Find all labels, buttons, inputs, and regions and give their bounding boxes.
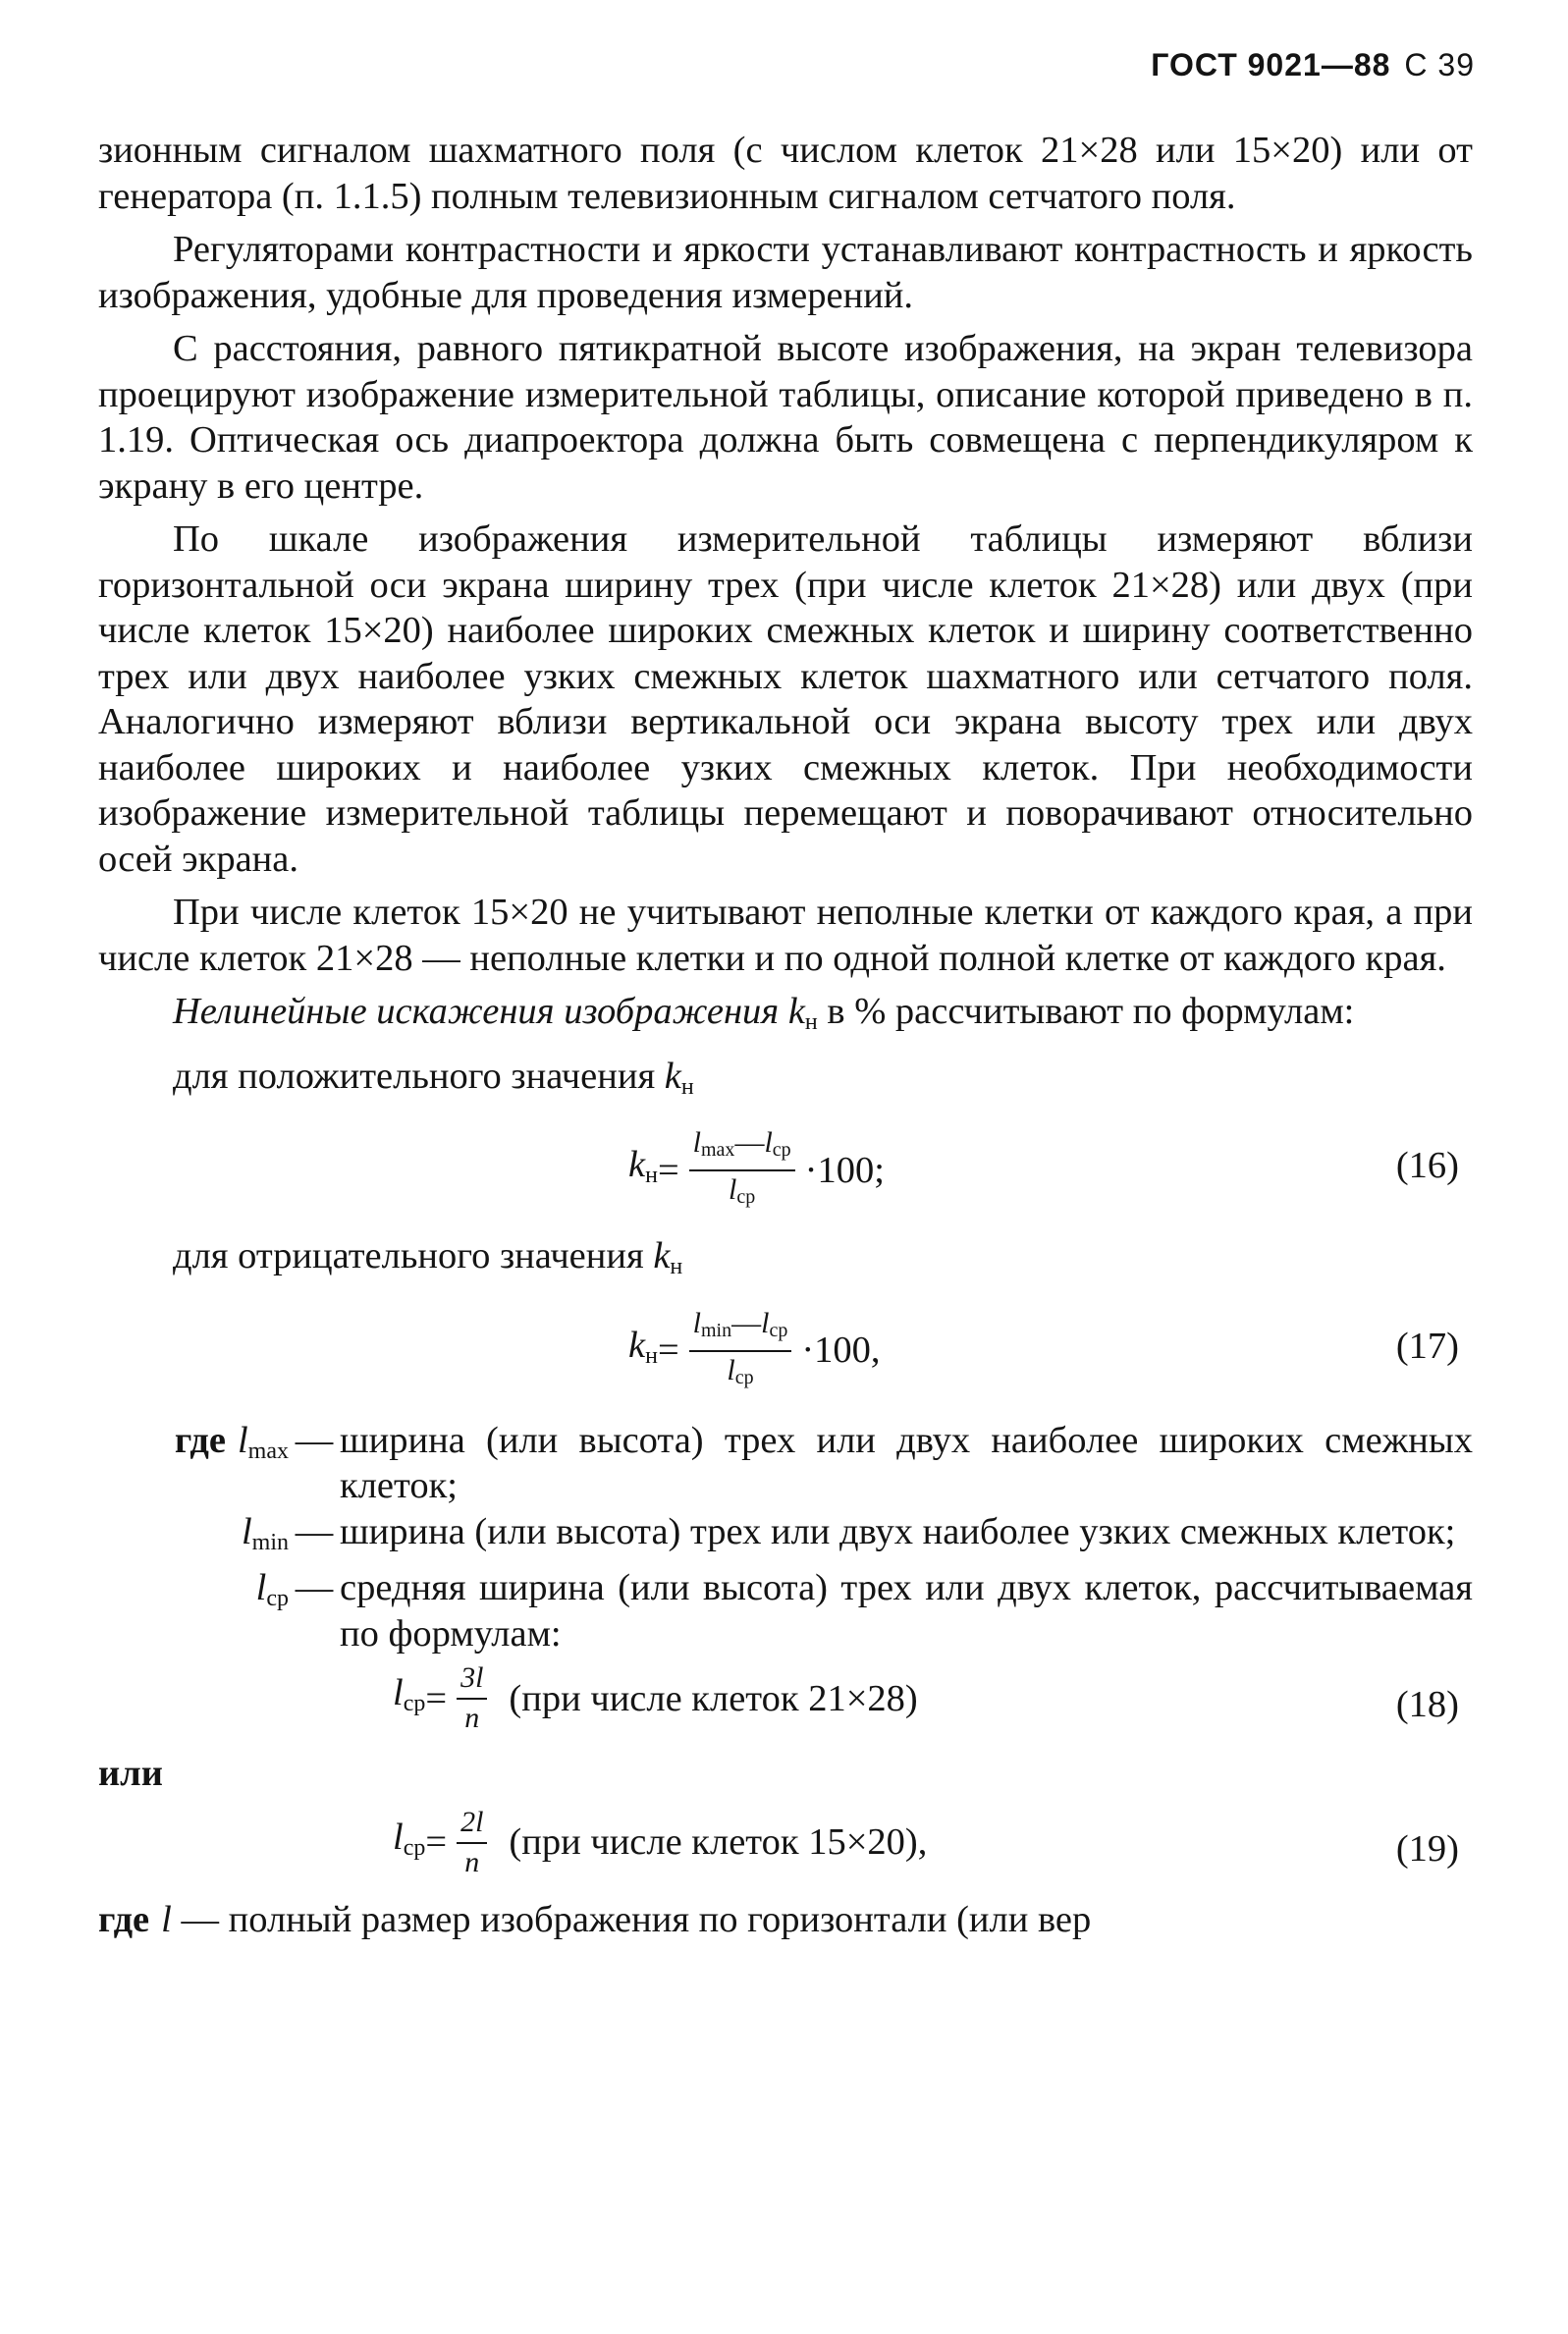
paragraph-projection: С расстояния, равного пятикратной высоте изображения, на экран телевизора проецируют изображение измерительной таблицы, описание которой приведено в п. 1.19. Оптическая ось диапроектора должна быть совмещена с перпендикуляром к экрану в его центре. bbox=[98, 328, 1473, 507]
paragraph-continuation: зионным сигналом шахматного поля (с числом клеток 21×28 или 15×20) или от генератора (п. 1.1.5) полным телевизионным сигналом сетчатого поля. bbox=[98, 130, 1473, 217]
paragraph-nonlinear: Нелинейные искажения изображения $k_н$ в % рассчитывают по формулам: bbox=[173, 991, 1355, 1035]
body-text bbox=[98, 128, 1473, 1942]
equation-number-16: (16) bbox=[1395, 1145, 1459, 1186]
equation-number-18: (18) bbox=[1395, 1684, 1459, 1725]
formula-18: $l_{cp}$ = $\frac{3l}{n}$ (при числе клеток 21×28) (18) bbox=[393, 1661, 1459, 1734]
or-word: или bbox=[98, 1753, 163, 1794]
standard-code: ГОСТ 9021—88 bbox=[1151, 47, 1391, 82]
definitions-list bbox=[98, 1418, 1473, 1657]
formula-17: $k_н$ = $\frac{l_{min}—l_{cp}}{l_{cp}}$ ·100, (17) bbox=[628, 1306, 1459, 1388]
formula-16: $k_н$ = $\frac{l_{max}—l_{cp}}{l_{cp}}$ ·100; (16) bbox=[628, 1126, 1459, 1208]
paragraph-incomplete-cells: При числе клеток 15×20 не учитывают неполные клетки от каждого края, а при числе клеток 21×28 — неполные клетки и по одной полной клетке от каждого края. bbox=[98, 892, 1473, 979]
paragraph-measurement: По шкале изображения измерительной таблицы измеряют вблизи горизонтальной оси экрана ширину трех (при числе клеток 21×28) или двух (при числе клеток 15×20) наиболее широких смежных клеток и ширину соответственно трех или двух наиболее узких смежных клеток шахматного или сетчатого поля. Аналогично измеряют вблизи вертикальной оси экрана высоту трех или двух наиболее широких и наиболее узких смежных клеток. При необходимости изображение измерительной таблицы перемещают и поворачивают относительно осей экрана. bbox=[98, 518, 1473, 880]
page-number: С 39 bbox=[1404, 47, 1475, 82]
formula-16-intro: для положительного значения $k_н$ bbox=[173, 1055, 694, 1100]
equation-number-19: (19) bbox=[1395, 1827, 1459, 1870]
definition-l: где l — полный размер изображения по горизонтали (или вер bbox=[98, 1898, 1092, 1940]
formula-17-intro: для отрицательного значения $k_н$ bbox=[173, 1235, 683, 1279]
page-header bbox=[1151, 47, 1475, 83]
definition-lmin: $l_{min}$ — ширина (или высота) трех или двух наиболее узких смежных клеток; bbox=[241, 1510, 1456, 1555]
equation-number-17: (17) bbox=[1395, 1325, 1459, 1367]
definition-lmax: где $l_{max}$ — ширина (или высота) трех или двух наиболее широких смежных клеток; bbox=[174, 1419, 1473, 1506]
definition-lcp: $l_{cp}$ — средняя ширина (или высота) трех или двух клеток, рассчитываемая по формулам: bbox=[255, 1567, 1473, 1655]
paragraph-contrast: Регуляторами контрастности и яркости устанавливают контрастность и яркость изображения, удобные для проведения измерений. bbox=[98, 229, 1473, 316]
formula-19: $l_{cp}$ = $\frac{2l}{n}$ (при числе клеток 15×20), (19) bbox=[393, 1805, 1459, 1878]
